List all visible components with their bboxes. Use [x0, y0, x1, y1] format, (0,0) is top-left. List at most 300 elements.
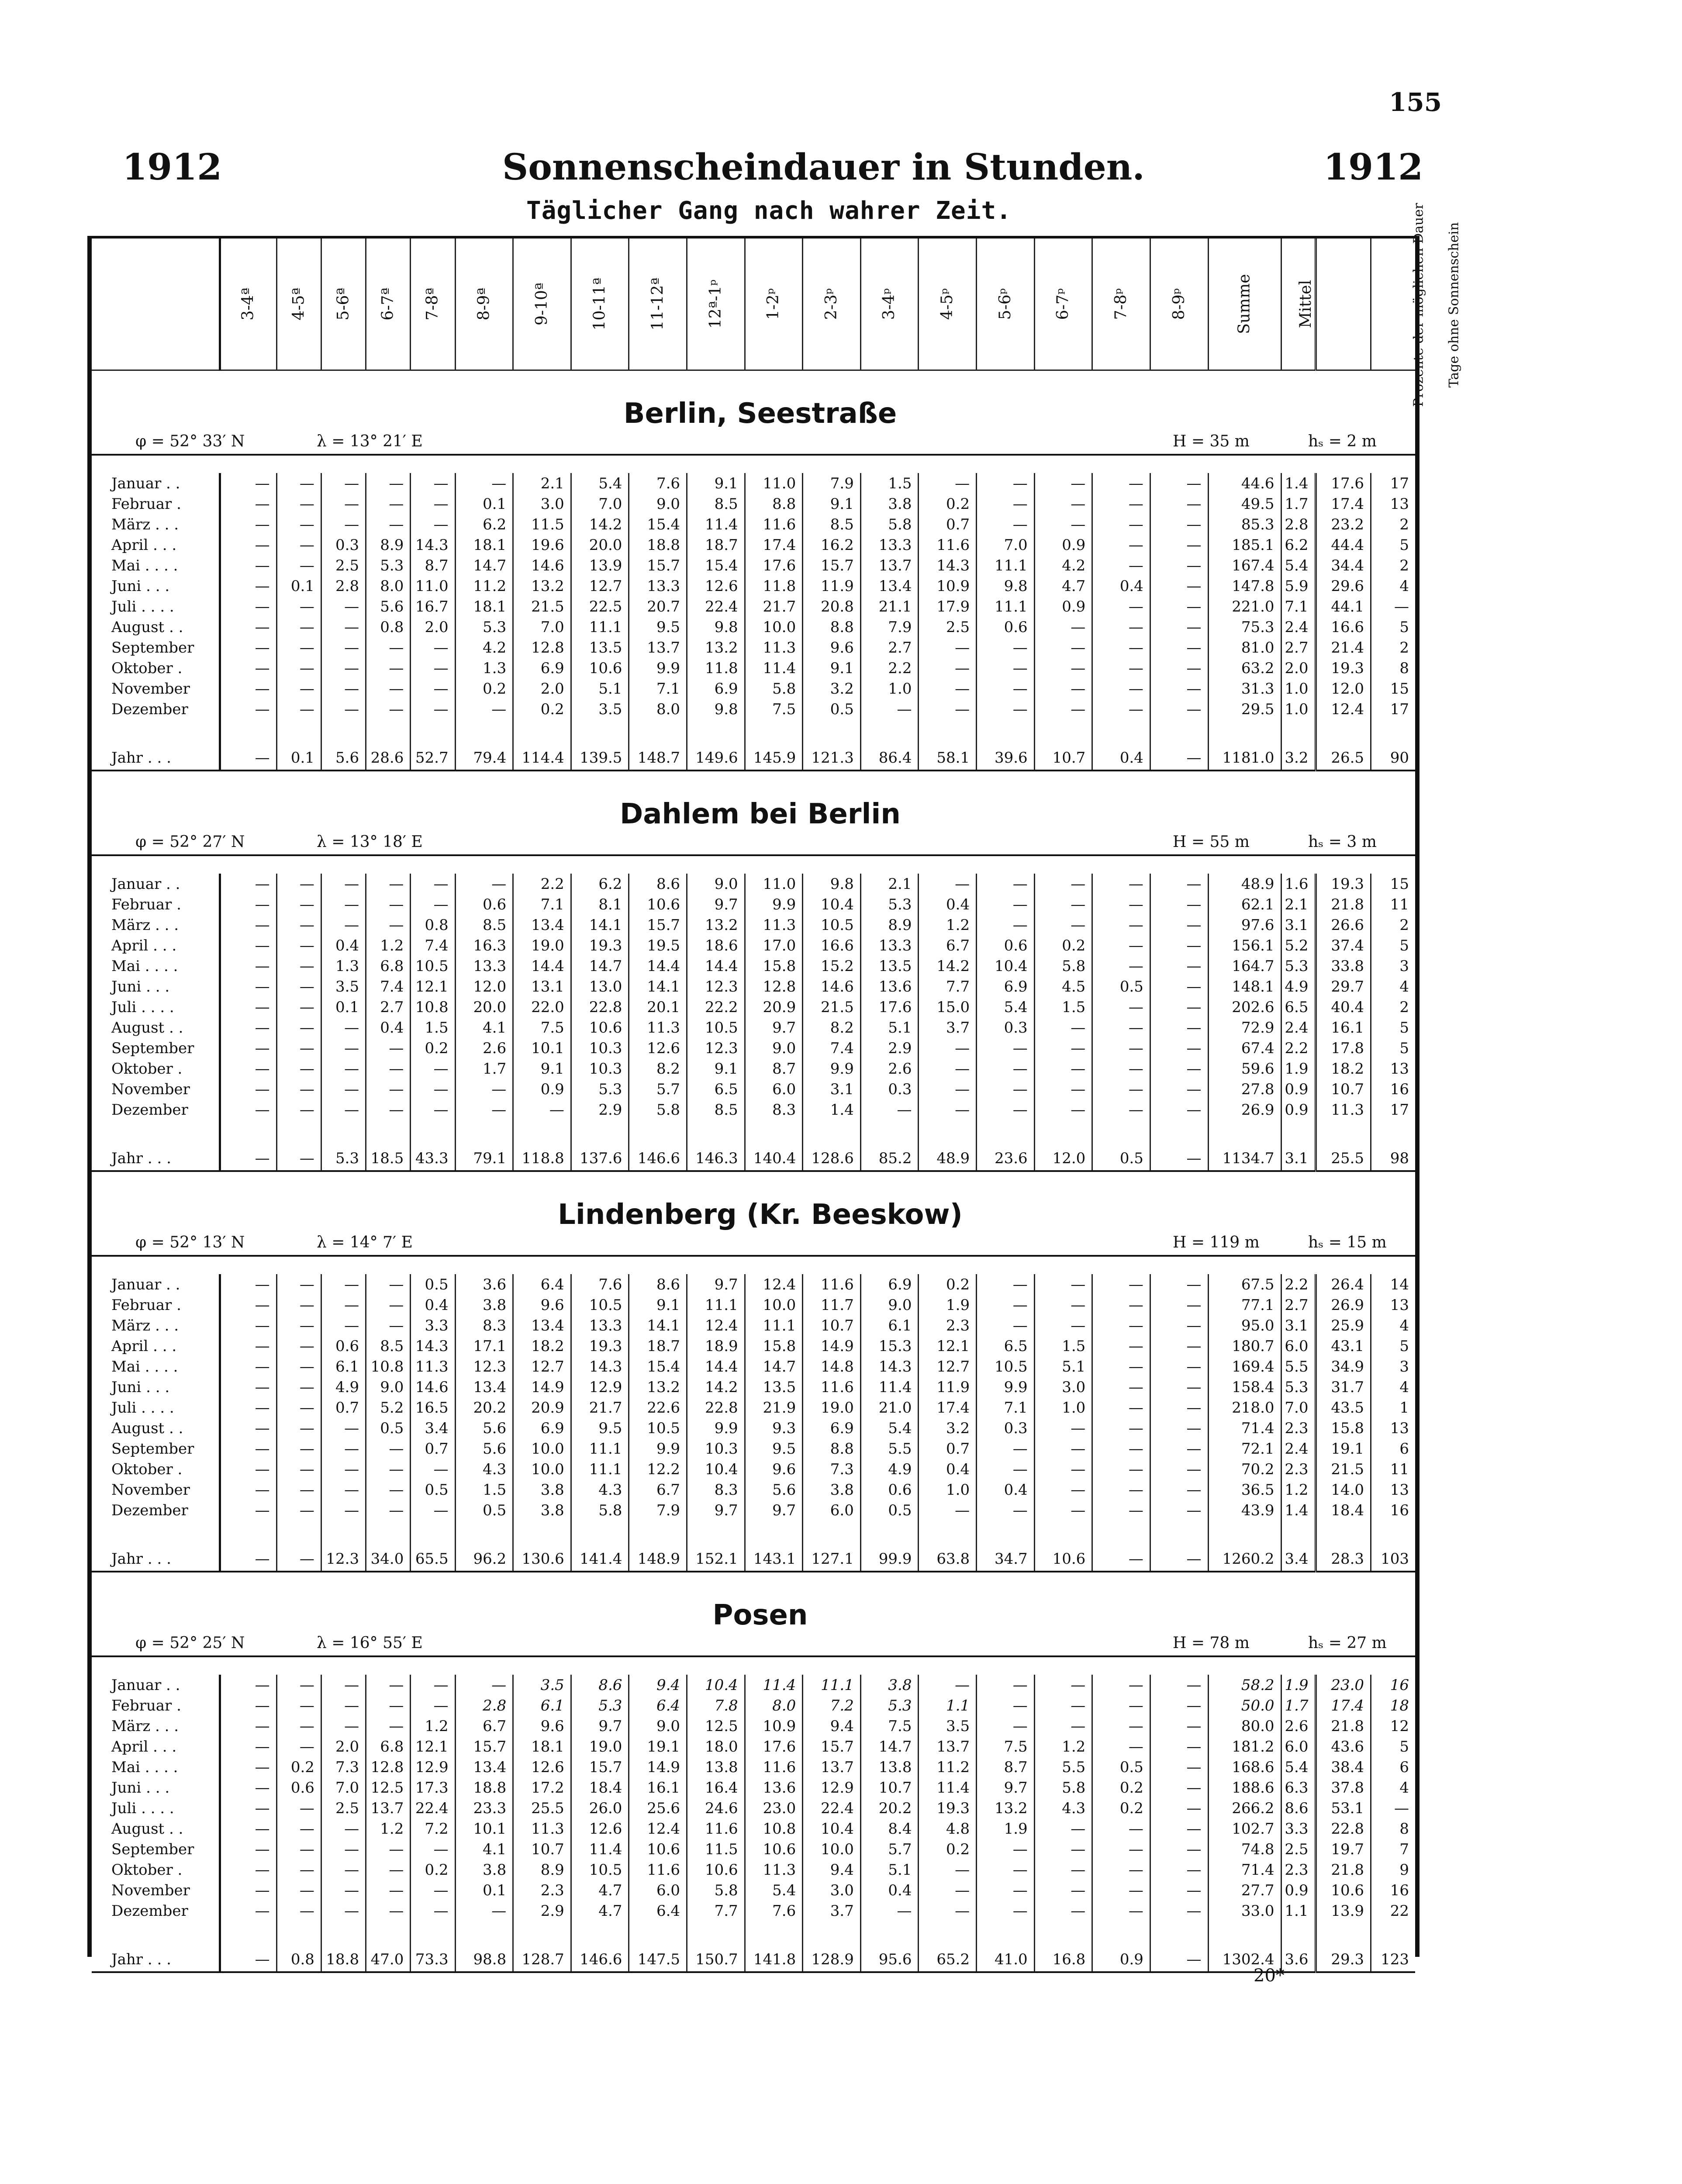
table-cell: 97.6: [1208, 915, 1281, 935]
table-cell: 4.7: [1034, 576, 1092, 596]
table-cell: 77.1: [1208, 1295, 1281, 1315]
table-cell: —: [1150, 1880, 1208, 1901]
year-total-row: [92, 1947, 1415, 1972]
table-cell: —: [220, 535, 277, 555]
table-cell: 11.4: [745, 1675, 803, 1695]
table-cell: 9.4: [803, 1716, 861, 1736]
table-cell: —: [977, 1695, 1035, 1716]
table-cell: 2.6: [1281, 1716, 1316, 1736]
table-cell: —: [276, 1058, 321, 1079]
table-cell: 5.3: [571, 1695, 629, 1716]
table-cell: 0.2: [276, 1757, 321, 1777]
table-cell: 9.6: [513, 1716, 571, 1736]
column-header: [1092, 238, 1150, 370]
table-cell: 0.4: [1092, 746, 1150, 771]
table-cell: 8.2: [629, 1058, 687, 1079]
table-cell: 11.3: [411, 1356, 455, 1377]
month-label: November: [111, 1481, 190, 1499]
table-cell: 0.6: [860, 1479, 919, 1500]
table-cell: 53.1: [1316, 1798, 1371, 1818]
month-label: Mai . . . .: [111, 1758, 178, 1776]
column-header-label: 12ª-1ᵖ: [706, 279, 725, 329]
table-row: [92, 1479, 1415, 1500]
table-cell: 10.6: [687, 1859, 745, 1880]
table-cell: 29.6: [1316, 576, 1371, 596]
table-cell: 9.1: [629, 1295, 687, 1315]
table-cell: —: [1034, 699, 1092, 719]
table-cell: —: [1034, 1079, 1092, 1099]
table-cell: —: [220, 1839, 277, 1859]
table-cell: 5.3: [860, 1695, 919, 1716]
table-cell: 146.6: [629, 1146, 687, 1171]
table-row: [92, 1295, 1415, 1315]
table-cell: 9.9: [687, 1418, 745, 1438]
table-cell: 0.6: [276, 1777, 321, 1798]
month-label: Oktober .: [111, 1060, 183, 1078]
table-cell: —: [455, 1675, 513, 1695]
table-cell: 3.0: [1034, 1377, 1092, 1397]
table-cell: 3.5: [571, 699, 629, 719]
table-cell: 21.1: [860, 596, 919, 617]
table-cell: —: [1034, 1695, 1092, 1716]
table-cell: 34.9: [1316, 1356, 1371, 1377]
table-cell: 11.3: [513, 1818, 571, 1839]
table-row: [92, 617, 1415, 637]
station-name: Dahlem bei Berlin: [620, 798, 901, 830]
table-cell: 13.8: [860, 1757, 919, 1777]
column-header-label: 6-7ª: [379, 287, 397, 321]
table-cell: 9.9: [629, 658, 687, 678]
table-cell: 167.4: [1208, 555, 1281, 576]
table-cell: —: [1150, 1377, 1208, 1397]
table-cell: 7.4: [803, 1038, 861, 1058]
table-cell: —: [1092, 1859, 1150, 1880]
table-cell: 37.8: [1316, 1777, 1371, 1798]
table-cell: 43.9: [1208, 1500, 1281, 1521]
table-cell: 2.5: [321, 555, 366, 576]
table-cell: —: [321, 1058, 366, 1079]
table-cell: 9.7: [745, 1017, 803, 1038]
table-cell: 0.7: [919, 1438, 977, 1459]
table-cell: 19.1: [629, 1736, 687, 1757]
column-header-label: 4-5ª: [290, 287, 308, 321]
table-cell: —: [1092, 555, 1150, 576]
table-cell: 12.6: [687, 576, 745, 596]
table-cell: 2.4: [1281, 1017, 1316, 1038]
table-cell: 14.1: [571, 915, 629, 935]
table-cell: 13: [1371, 1479, 1415, 1500]
table-cell: —: [1150, 997, 1208, 1017]
table-cell: —: [860, 1099, 919, 1120]
table-cell: 14.7: [745, 1356, 803, 1377]
table-cell: 3.8: [513, 1479, 571, 1500]
table-cell: 9.8: [687, 699, 745, 719]
table-cell: 10.4: [803, 1818, 861, 1839]
table-cell: —: [1034, 473, 1092, 494]
table-cell: 0.2: [1092, 1777, 1150, 1798]
table-cell: 1.4: [1281, 473, 1316, 494]
table-cell: —: [411, 494, 455, 514]
table-cell: —: [1034, 1017, 1092, 1038]
column-header: [276, 238, 321, 370]
table-cell: —: [366, 637, 411, 658]
table-cell: 9.0: [745, 1038, 803, 1058]
table-cell: 221.0: [1208, 596, 1281, 617]
table-cell: 34.0: [366, 1547, 411, 1572]
table-cell: 12.7: [919, 1356, 977, 1377]
table-cell: 12.0: [1034, 1146, 1092, 1171]
table-cell: —: [1150, 1859, 1208, 1880]
table-cell: —: [321, 1859, 366, 1880]
table-cell: 19.0: [803, 1397, 861, 1418]
table-cell: —: [411, 1675, 455, 1695]
column-header: [1208, 238, 1281, 370]
month-label: September: [111, 1440, 194, 1458]
column-header: [366, 238, 411, 370]
table-cell: 12.1: [411, 1736, 455, 1757]
table-cell: 4.9: [321, 1377, 366, 1397]
table-cell: —: [321, 915, 366, 935]
table-cell: 67.4: [1208, 1038, 1281, 1058]
table-cell: —: [1034, 915, 1092, 935]
table-row: [92, 1839, 1415, 1859]
table-cell: —: [276, 1736, 321, 1757]
longitude: λ = 16° 55′ E: [317, 1634, 423, 1652]
table-cell: —: [513, 1099, 571, 1120]
table-cell: —: [977, 1459, 1035, 1479]
table-cell: 14.6: [803, 976, 861, 997]
table-row: [92, 976, 1415, 997]
table-cell: 7.2: [411, 1818, 455, 1839]
table-cell: 1181.0: [1208, 746, 1281, 771]
table-cell: —: [321, 678, 366, 699]
table-cell: 1134.7: [1208, 1146, 1281, 1171]
table-cell: —: [366, 1716, 411, 1736]
table-cell: 6.8: [366, 956, 411, 976]
table-cell: 2.3: [1281, 1418, 1316, 1438]
month-label: Mai . . . .: [111, 556, 178, 574]
table-row: [92, 1058, 1415, 1079]
month-label: November: [111, 680, 190, 698]
table-cell: 3.8: [455, 1295, 513, 1315]
table-cell: 5.3: [455, 617, 513, 637]
table-cell: —: [220, 514, 277, 535]
table-cell: —: [366, 1099, 411, 1120]
table-cell: 10.7: [513, 1839, 571, 1859]
month-label: Oktober .: [111, 1861, 183, 1879]
table-cell: 4.3: [1034, 1798, 1092, 1818]
table-cell: 2.6: [860, 1058, 919, 1079]
page-title: Sonnenscheindauer in Stunden.: [502, 146, 1145, 188]
table-cell: —: [276, 699, 321, 719]
table-cell: 1.0: [860, 678, 919, 699]
column-header-label: 10-11ª: [591, 277, 609, 331]
table-cell: 12.9: [571, 1377, 629, 1397]
month-label: April . . .: [111, 1337, 177, 1355]
table-cell: 3.8: [455, 1859, 513, 1880]
table-cell: —: [220, 1901, 277, 1921]
column-header-label: 8-9ᵖ: [1170, 288, 1188, 320]
table-cell: —: [411, 1459, 455, 1479]
table-cell: 9.1: [803, 658, 861, 678]
table-cell: 18.4: [1316, 1500, 1371, 1521]
table-cell: 0.2: [919, 1274, 977, 1295]
table-cell: 5.5: [1281, 1356, 1316, 1377]
table-cell: 10.0: [513, 1438, 571, 1459]
table-cell: 7.4: [411, 935, 455, 956]
table-cell: —: [321, 514, 366, 535]
table-cell: 25.6: [629, 1798, 687, 1818]
table-cell: 20.7: [629, 596, 687, 617]
table-cell: —: [1092, 514, 1150, 535]
table-cell: —: [977, 894, 1035, 915]
table-cell: 3.1: [1281, 1315, 1316, 1336]
table-cell: 14.4: [629, 956, 687, 976]
table-cell: 185.1: [1208, 535, 1281, 555]
table-cell: 1.9: [1281, 1058, 1316, 1079]
table-cell: —: [455, 1099, 513, 1120]
table-cell: —: [366, 915, 411, 935]
table-cell: —: [220, 658, 277, 678]
table-cell: 13.6: [860, 976, 919, 997]
table-cell: 29.7: [1316, 976, 1371, 997]
table-cell: 152.1: [687, 1547, 745, 1572]
table-cell: —: [220, 1798, 277, 1818]
table-cell: 43.5: [1316, 1397, 1371, 1418]
table-cell: —: [321, 1675, 366, 1695]
table-cell: 23.0: [1316, 1675, 1371, 1695]
table-row: [92, 658, 1415, 678]
table-cell: —: [1034, 874, 1092, 894]
table-cell: 22.5: [571, 596, 629, 617]
table-cell: 23.6: [977, 1146, 1035, 1171]
table-cell: 13.4: [513, 915, 571, 935]
table-cell: —: [1092, 1336, 1150, 1356]
table-cell: 71.4: [1208, 1859, 1281, 1880]
table-cell: 22.8: [687, 1397, 745, 1418]
table-cell: 0.8: [276, 1947, 321, 1972]
year-label: Jahr . . .: [92, 1947, 220, 1972]
table-cell: —: [276, 555, 321, 576]
table-cell: 21.5: [1316, 1459, 1371, 1479]
table-cell: 2.9: [513, 1901, 571, 1921]
table-row: [92, 1757, 1415, 1777]
table-cell: 5: [1371, 935, 1415, 956]
table-cell: 2.5: [919, 617, 977, 637]
table-cell: 15.2: [803, 956, 861, 976]
table-cell: —: [220, 1377, 277, 1397]
table-cell: —: [276, 1716, 321, 1736]
table-cell: 1.0: [1281, 678, 1316, 699]
station-name: Posen: [712, 1599, 808, 1631]
table-cell: 1.2: [1034, 1736, 1092, 1757]
table-cell: 1.1: [919, 1695, 977, 1716]
table-cell: 8.8: [803, 1438, 861, 1459]
table-cell: 14.6: [513, 555, 571, 576]
table-cell: 43.6: [1316, 1736, 1371, 1757]
column-header: [220, 238, 277, 370]
table-cell: —: [220, 1146, 277, 1171]
table-cell: 6.7: [455, 1716, 513, 1736]
table-cell: 10.5: [977, 1356, 1035, 1377]
table-cell: 16.6: [1316, 617, 1371, 637]
table-cell: 1.5: [860, 473, 919, 494]
table-cell: 10.5: [687, 1017, 745, 1038]
table-cell: 0.7: [321, 1397, 366, 1418]
month-label: Mai . . . .: [111, 1358, 178, 1375]
table-cell: —: [1034, 637, 1092, 658]
table-cell: 9.0: [687, 874, 745, 894]
table-cell: 12.0: [455, 976, 513, 997]
month-label: September: [111, 639, 194, 657]
table-cell: —: [220, 1418, 277, 1438]
table-cell: —: [919, 637, 977, 658]
table-cell: —: [1150, 935, 1208, 956]
table-cell: —: [321, 874, 366, 894]
table-cell: 0.2: [1034, 935, 1092, 956]
table-cell: 21.0: [860, 1397, 919, 1418]
table-cell: 11.1: [745, 1315, 803, 1336]
table-cell: 0.9: [1281, 1099, 1316, 1120]
table-cell: 7: [1371, 1839, 1415, 1859]
table-cell: —: [1092, 874, 1150, 894]
table-cell: —: [276, 678, 321, 699]
column-header: [860, 238, 919, 370]
table-cell: —: [366, 1880, 411, 1901]
table-cell: 0.4: [366, 1017, 411, 1038]
table-cell: 10.5: [571, 1859, 629, 1880]
table-cell: 9.0: [860, 1295, 919, 1315]
table-cell: 7.8: [687, 1695, 745, 1716]
table-cell: 12.1: [919, 1336, 977, 1356]
table-cell: —: [1034, 658, 1092, 678]
table-cell: 14.2: [919, 956, 977, 976]
table-cell: 15.8: [1316, 1418, 1371, 1438]
table-cell: 0.2: [411, 1038, 455, 1058]
table-cell: 11.5: [687, 1839, 745, 1859]
table-cell: —: [919, 1675, 977, 1695]
table-cell: 2.1: [513, 473, 571, 494]
table-cell: —: [411, 473, 455, 494]
column-header: [745, 238, 803, 370]
table-cell: 2.4: [1281, 1438, 1316, 1459]
table-cell: —: [220, 1079, 277, 1099]
table-cell: 14.1: [629, 976, 687, 997]
table-cell: 71.4: [1208, 1418, 1281, 1438]
table-cell: 180.7: [1208, 1336, 1281, 1356]
table-cell: 7.7: [919, 976, 977, 997]
table-cell: 12.5: [687, 1716, 745, 1736]
table-cell: 9.8: [803, 874, 861, 894]
table-cell: —: [1034, 1500, 1092, 1521]
station-coordinates-row: [92, 432, 1415, 455]
table-cell: —: [366, 1859, 411, 1880]
table-cell: 13.2: [687, 915, 745, 935]
table-cell: 26.5: [1316, 746, 1371, 771]
table-cell: 3.5: [919, 1716, 977, 1736]
table-cell: —: [919, 1859, 977, 1880]
table-cell: —: [977, 658, 1035, 678]
table-cell: 10.7: [860, 1777, 919, 1798]
table-cell: 137.6: [571, 1146, 629, 1171]
table-cell: —: [321, 1716, 366, 1736]
table-row: [92, 1336, 1415, 1356]
table-row: [92, 1859, 1415, 1880]
table-cell: 11.6: [803, 1274, 861, 1295]
table-cell: —: [977, 1079, 1035, 1099]
table-cell: 58.2: [1208, 1675, 1281, 1695]
table-cell: —: [220, 894, 277, 915]
table-cell: 1.2: [366, 1818, 411, 1839]
table-cell: 9.6: [803, 637, 861, 658]
table-cell: 2.9: [571, 1099, 629, 1120]
table-cell: 7.3: [321, 1757, 366, 1777]
table-cell: 13.2: [977, 1798, 1035, 1818]
table-cell: 2: [1371, 555, 1415, 576]
table-cell: 3.0: [803, 1880, 861, 1901]
table-cell: 18: [1371, 1695, 1415, 1716]
table-cell: 7.1: [1281, 596, 1316, 617]
table-cell: —: [276, 1377, 321, 1397]
table-cell: 14.0: [1316, 1479, 1371, 1500]
month-label: April . . .: [111, 936, 177, 954]
table-cell: 1.6: [1281, 874, 1316, 894]
table-row: [92, 935, 1415, 956]
column-header: [455, 238, 513, 370]
table-cell: —: [860, 1901, 919, 1921]
table-cell: 0.5: [411, 1479, 455, 1500]
table-cell: —: [1092, 1438, 1150, 1459]
table-cell: —: [977, 678, 1035, 699]
table-cell: —: [1150, 1675, 1208, 1695]
table-cell: —: [1092, 535, 1150, 555]
table-cell: 7.4: [366, 976, 411, 997]
table-cell: 25.5: [513, 1798, 571, 1818]
table-cell: —: [220, 1336, 277, 1356]
table-cell: 8.5: [366, 1336, 411, 1356]
table-cell: 10.7: [1034, 746, 1092, 771]
table-cell: —: [1371, 596, 1415, 617]
table-cell: —: [1150, 1901, 1208, 1921]
table-cell: 6.9: [977, 976, 1035, 997]
table-cell: 13.3: [860, 935, 919, 956]
table-cell: 0.2: [919, 1839, 977, 1859]
table-cell: 0.5: [803, 699, 861, 719]
table-cell: 3.8: [803, 1479, 861, 1500]
table-cell: 6.5: [687, 1079, 745, 1099]
table-cell: —: [1371, 1798, 1415, 1818]
table-cell: 0.3: [977, 1418, 1035, 1438]
table-cell: 6.0: [745, 1079, 803, 1099]
table-cell: 2.9: [860, 1038, 919, 1058]
table-cell: —: [1034, 1818, 1092, 1839]
table-cell: —: [220, 1500, 277, 1521]
table-cell: 5.1: [860, 1859, 919, 1880]
table-cell: —: [1092, 894, 1150, 915]
table-cell: —: [977, 1274, 1035, 1295]
table-cell: 0.5: [1092, 976, 1150, 997]
table-cell: 20.0: [455, 997, 513, 1017]
table-cell: 12.7: [513, 1356, 571, 1377]
table-cell: 2.8: [321, 576, 366, 596]
table-cell: —: [1092, 1418, 1150, 1438]
table-cell: 1.9: [1281, 1675, 1316, 1695]
table-cell: 2.7: [860, 637, 919, 658]
table-cell: 16.3: [455, 935, 513, 956]
table-cell: 11.6: [687, 1818, 745, 1839]
table-cell: —: [366, 1675, 411, 1695]
table-cell: 2.3: [513, 1880, 571, 1901]
